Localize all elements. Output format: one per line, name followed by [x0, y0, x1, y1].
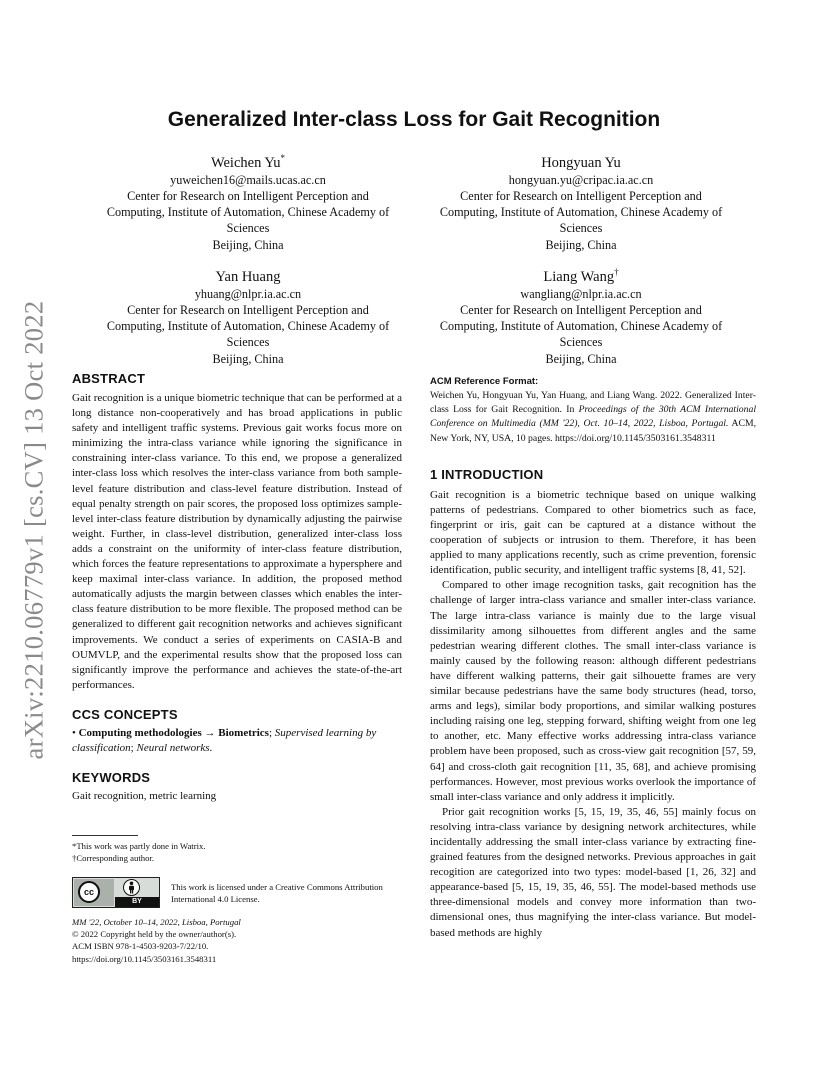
author-affiliation-line: Sciences: [559, 335, 603, 350]
acm-reference-proceedings: Proceedings of the 30th ACM International Conference on Multimedia (MM '22), Oct. 10–14, 2022, Lisboa, Portugal.: [430, 404, 757, 430]
footnote-rule: [72, 835, 138, 836]
cc-badge-left: [74, 879, 114, 906]
ccs-period: .: [209, 741, 213, 754]
author-affiliation-line: Sciences: [226, 335, 270, 350]
ccs-concepts: [72, 726, 402, 756]
author-affiliation-line: Computing, Institute of Automation, Chinese Academy of: [106, 205, 390, 220]
ccs-bullet: •: [72, 726, 76, 739]
arxiv-identifier[interactable]: arXiv:2210.06779v1 [cs.CV] 13 Oct 2022: [18, 300, 49, 760]
acm-reference-part: Weichen Yu, Hongyuan Yu, Yan Huang, and Liang Wang. 2022. Generalized Inter-class Loss for Gait Recognition. In: [430, 390, 756, 416]
paper-title: Generalized Inter-class Loss for Gait Recognition: [167, 108, 661, 131]
author-affiliation-line: Center for Research on Intelligent Perception and: [460, 303, 702, 318]
author-mark: *: [280, 153, 286, 163]
acm-reference-text: [430, 389, 756, 446]
author-affiliation-line: Sciences: [226, 221, 270, 236]
cc-by-license-badge[interactable]: [72, 877, 160, 908]
author-location: Beijing, China: [545, 351, 617, 366]
author-name: Yan Huang: [215, 268, 281, 285]
license-text: This work is licensed under a Creative Commons Attribution International 4.0 License.: [171, 882, 383, 905]
isbn: ACM ISBN 978-1-4503-9203-7/22/10.: [72, 941, 209, 952]
author-name: Weichen Yu: [210, 154, 281, 171]
abstract-text: Gait recognition is a unique biometric technique that can be performed at a long distance non-cooperatively and has broad applications in public safety and intelligent traffic systems. Previous gait works focus more on minimizing the intra-class variance while ignoring the significance in constraining inter-class variance. To this end, we propose a generalized inter-class loss which resolves the inter-class variance from both sample-level feature distribution and class-level feature distribution. Instead of equal penalty strength on pair scores, the proposed loss optimizes sample-level inter-class feature distribution by dynamically adjusting the pairwise weight. Further, in class-level distribution, generalized inter-class loss adds a constraint on the uniformity of inter-class feature distribution, which forces the feature representations to approximate a hypersphere and keep maximal inter-class variance. In addition, the proposed method automatically adjusts the margin between classes which enables the inter-class feature distribution to be more flexible. The proposed method can be generalized to different gait recognition networks and achieves significant improvements. We conduct a series of experiments on CASIA-B and OUMVLP, and the experimental results show that the proposed loss can significantly improve the performance and achieves the state-of-the-art performances.: [72, 392, 402, 691]
venue: MM '22, October 10–14, 2022, Lisboa, Portugal: [72, 917, 241, 927]
author-affiliation-line: Computing, Institute of Automation, Chinese Academy of: [439, 205, 723, 220]
doi-link[interactable]: https://doi.org/10.1145/3503161.3548311: [72, 953, 217, 964]
author-location: Beijing, China: [545, 237, 617, 252]
cc-icon: cc: [78, 881, 100, 903]
author-email[interactable]: hongyuan.yu@cripac.ia.ac.cn: [508, 172, 654, 187]
keywords-heading: KEYWORDS: [72, 770, 151, 786]
right-column: [430, 375, 756, 941]
acm-reference-part: ACM, New York, NY, USA, 10 pages. https://doi.org/10.1145/3503161.3548311: [430, 418, 756, 444]
author-affiliation-line: Center for Research on Intelligent Perception and: [127, 303, 369, 318]
acm-reference-heading: ACM Reference Format:: [430, 376, 539, 387]
author-name: Hongyuan Yu: [541, 154, 621, 171]
ccs-bold-concept: Computing methodologies → Biometrics: [78, 726, 269, 739]
keywords-text: Gait recognition, metric learning: [72, 790, 217, 803]
ccs-separator: ;: [268, 726, 275, 739]
author-block-4: [416, 263, 746, 367]
author-block-2: [416, 149, 746, 253]
author-email[interactable]: yuweichen16@mails.ucas.ac.cn: [170, 172, 326, 187]
ccs-italic-concept-2: Neural networks: [136, 741, 210, 754]
arxiv-sidebar: [4, 287, 64, 773]
author-affiliation-line: Sciences: [559, 221, 603, 236]
copyright: © 2022 Copyright held by the owner/author(s).: [72, 929, 237, 940]
intro-paragraph-1: Gait recognition is a biometric technique based on unique walking patterns of pedestrians. Compared to other biometrics such as face, fingerprint or iris, gait can be captured at a distance without the cooperation of subjects or intrusion to them. Therefore, it has been applied to many applications recently, such as crime prevention, forensic identification, public security, and intelligent traffic systems [8, 41, 52].: [430, 488, 756, 577]
author-block-3: [83, 263, 413, 367]
author-affiliation-line: Center for Research on Intelligent Perception and: [460, 189, 702, 204]
footnotes: [72, 840, 402, 864]
by-label: BY: [115, 897, 159, 907]
left-column: [72, 371, 402, 804]
author-affiliation-line: Center for Research on Intelligent Perception and: [127, 189, 369, 204]
intro-paragraph-3: Prior gait recognition works [5, 15, 19, 35, 46, 55] mainly focus on resolving intra-class variance by designing network architectures, while incidentally addressing the small inter-class variance by extracting fine-grained features from the designed networks. Previous approaches in gait recogition are categorized into two types: model-based [1, 26, 32] and appearance-based [5, 15, 19, 35, 46, 55]. The model-based methods use three-dimensional models and convey more information than two-dimensional ones, thus magnifying the inter-class variance. But model-based methods are highly: [430, 805, 756, 939]
author-location: Beijing, China: [212, 351, 284, 366]
author-location: Beijing, China: [212, 237, 284, 252]
ccs-heading: CCS CONCEPTS: [72, 706, 178, 722]
author-block-1: [83, 149, 413, 253]
copyright-block: [72, 916, 402, 965]
author-affiliation-line: Computing, Institute of Automation, Chinese Academy of: [106, 319, 390, 334]
introduction-heading: 1 INTRODUCTION: [430, 466, 544, 482]
footnote-1: *This work was partly done in Watrix.: [72, 841, 206, 851]
ccs-separator: ;: [130, 741, 137, 754]
person-icon: [123, 879, 140, 896]
author-mark: †: [614, 267, 619, 277]
author-name: Liang Wang: [543, 268, 615, 285]
ccs-italic-concept: Supervised learning by classification: [72, 726, 377, 754]
author-email[interactable]: yhuang@nlpr.ia.ac.cn: [194, 286, 302, 301]
intro-paragraph-2: Compared to other image recognition tasks, gait recognition has the challenge of larger intra-class variance and smaller inter-class variance. The large intra-class variance is mainly due to the large visual dissimilarity among silhouettes from different angles and the same pedestrian wearing different clothes. The small inter-class variance is mainly caused by the following reason: although different pedestrians have different walking patterns, their gait silhouette frames are very similar because pedestrians have the same body structures (head, torso, arms and legs), similar body proportions, and similar walking postures including raising one leg, stepping forward, shifting weight from one leg to another, etc. Many effective works addressing intra-class variance problem have been proposed, such as cross-view gait recognition [57, 59, 64] and cross-cloth gait recognition [11, 35, 68], and achieve promising performances. However, most previous works overlook the importance of small inter-class variance and only address it implicitly.: [430, 579, 756, 803]
author-affiliation-line: Computing, Institute of Automation, Chinese Academy of: [439, 319, 723, 334]
author-email[interactable]: wangliang@nlpr.ia.ac.cn: [520, 286, 642, 301]
abstract-heading: ABSTRACT: [72, 371, 146, 386]
footnote-2: †Corresponding author.: [72, 853, 155, 864]
